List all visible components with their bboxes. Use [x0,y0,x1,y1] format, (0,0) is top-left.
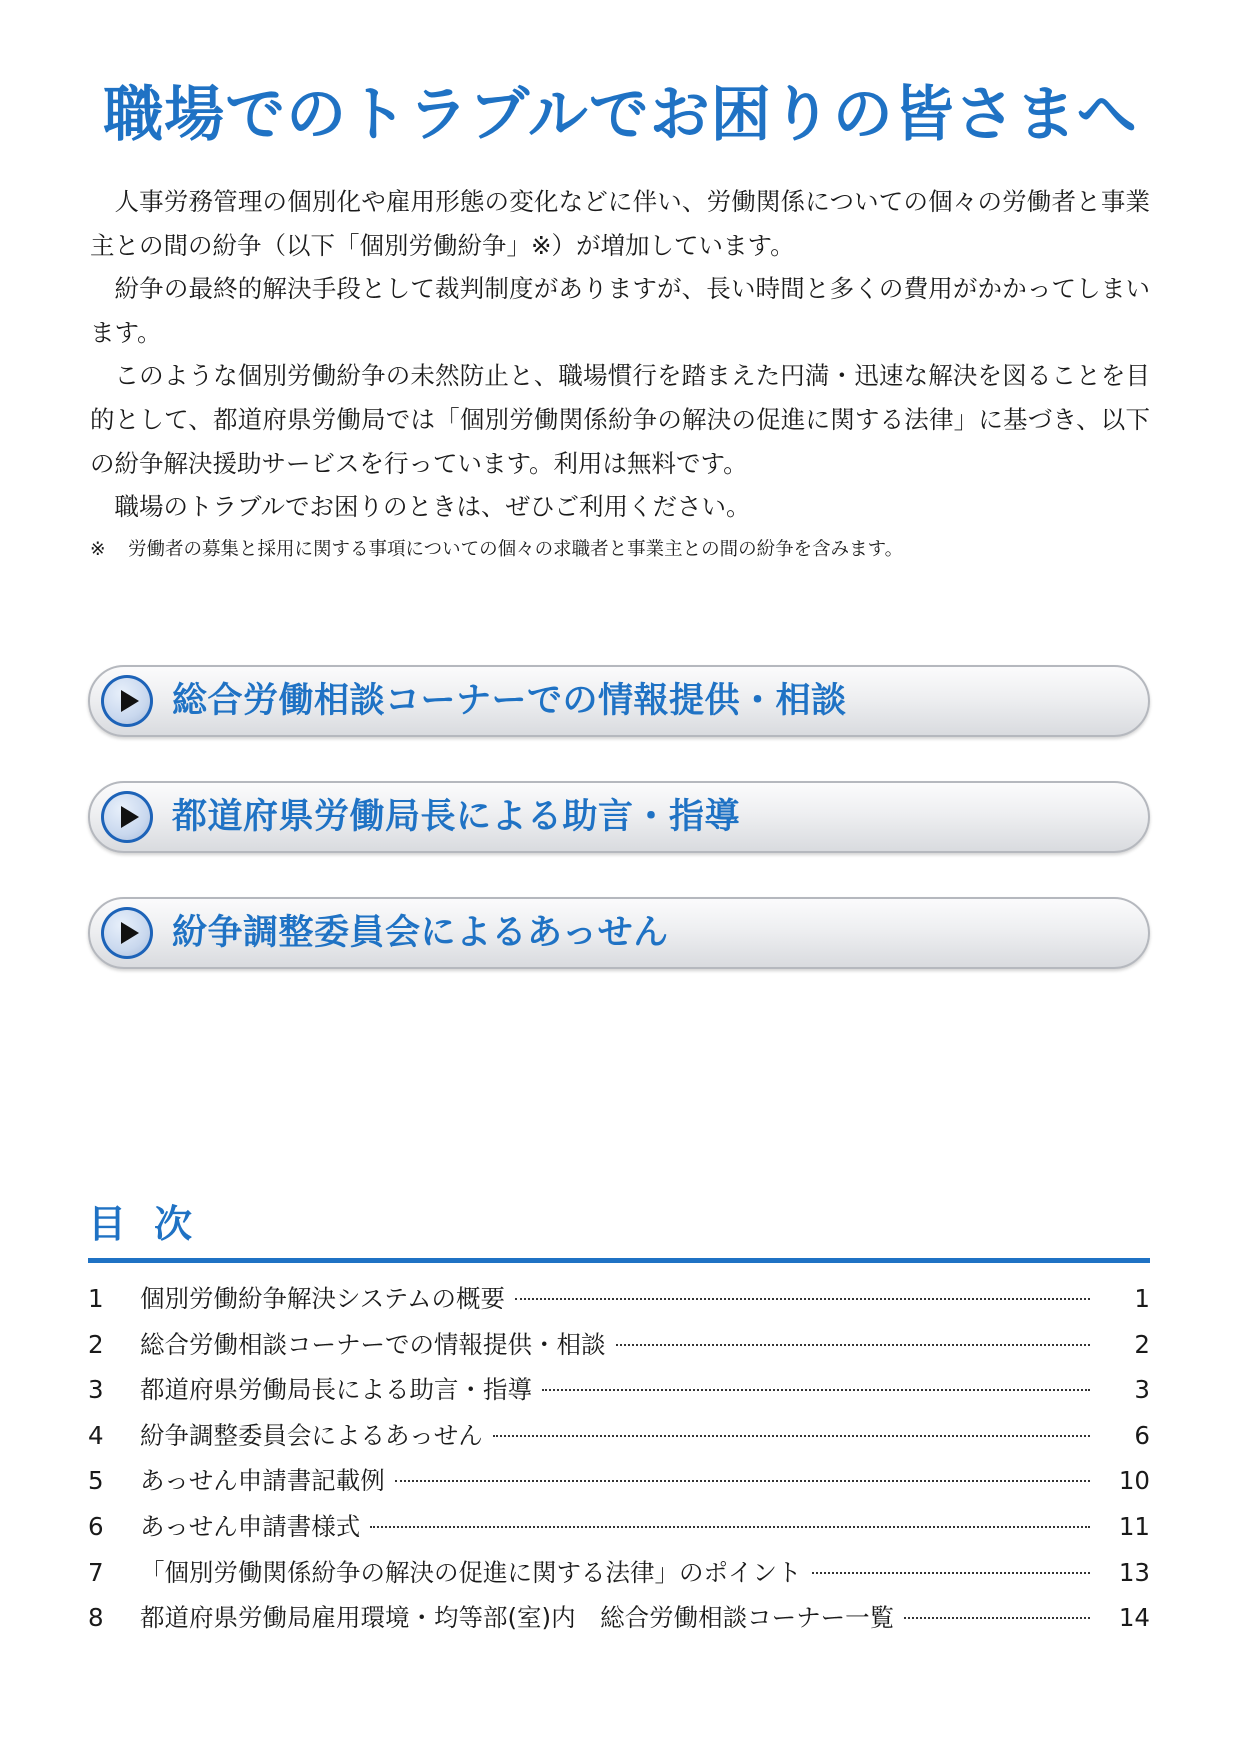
toc-item-page: 6 [1134,1420,1150,1450]
intro-paragraph-3: このような個別労働紛争の未然防止と、職場慣行を踏まえた円満・迅速な解決を図ることを目的として、都道府県労働局では「個別労働関係紛争の解決の促進に関する法律」に基づき、以下の紛争解決援助サービスを行っています。利用は無料です。 [90,361,1150,478]
service-label: 紛争調整委員会によるあっせん [172,913,669,953]
service-banner-consultation[interactable] [88,665,1150,737]
toc-item[interactable] [88,1413,1150,1459]
toc-leader-dots [616,1344,1091,1346]
toc-heading: 目次 [88,1202,221,1246]
intro-paragraph-2: 紛争の最終的解決手段として裁判制度がありますが、長い時間と多くの費用がかかってしまいます。 [90,274,1150,347]
toc-item-number: 7 [88,1557,104,1587]
toc-item[interactable] [88,1276,1150,1322]
toc-leader-dots [812,1572,1091,1574]
intro-text [90,180,1150,529]
toc-item-page: 13 [1118,1557,1150,1587]
toc-item-number: 6 [88,1511,104,1541]
intro-paragraph-4: 職場のトラブルでお困りのときは、ぜひご利用ください。 [114,492,751,522]
page-title: 職場でのトラブルでお困りの皆さまへ [103,80,1138,150]
toc-item-page: 3 [1134,1375,1150,1405]
toc-item-title: あっせん申請書様式 [140,1511,361,1541]
toc-item-page: 14 [1118,1603,1150,1633]
service-label: 総合労働相談コーナーでの情報提供・相談 [172,681,847,721]
footnote [90,535,1150,565]
toc-leader-dots [904,1617,1090,1619]
toc-item-page: 1 [1134,1284,1150,1313]
intro-paragraph-1: 人事労務管理の個別化や雇用形態の変化などに伴い、労働関係についての個々の労働者と事業主との間の紛争（以下「個別労働紛争」※）が増加しています。 [90,187,1150,260]
toc-item-page: 11 [1118,1511,1150,1541]
toc-item-number: 8 [88,1603,104,1633]
toc-item-page: 10 [1118,1466,1150,1496]
toc-item-title: 紛争調整委員会によるあっせん [140,1420,483,1450]
play-icon [101,675,153,727]
play-icon [101,791,153,843]
toc-item-number: 3 [88,1375,104,1405]
toc-item[interactable] [88,1595,1150,1641]
table-of-contents [88,1276,1150,1641]
toc-item-number: 1 [88,1284,104,1313]
toc-leader-dots [370,1526,1090,1528]
service-label: 都道府県労働局長による助言・指導 [172,797,741,837]
toc-item-title: 都道府県労働局長による助言・指導 [140,1375,532,1405]
toc-item-number: 2 [88,1329,104,1359]
toc-item-number: 4 [88,1420,104,1450]
toc-item-number: 5 [88,1466,104,1496]
play-icon [101,907,153,959]
toc-item-title: 「個別労働関係紛争の解決の促進に関する法律」のポイント [140,1557,802,1587]
toc-leader-dots [542,1389,1090,1391]
toc-divider [88,1258,1150,1263]
toc-item[interactable] [88,1458,1150,1504]
service-banner-mediation[interactable] [88,897,1150,969]
footnote-text: 労働者の募集と採用に関する事項についての個々の求職者と事業主との間の紛争を含みます。 [128,539,904,560]
toc-leader-dots [493,1435,1090,1437]
toc-item-title: 都道府県労働局雇用環境・均等部(室)内 総合労働相談コーナー一覧 [140,1603,895,1633]
toc-item-title: 個別労働紛争解決システムの概要 [140,1284,506,1313]
toc-item-title: あっせん申請書記載例 [140,1466,385,1496]
toc-item[interactable] [88,1367,1150,1413]
toc-item[interactable] [88,1504,1150,1550]
footnote-mark: ※ [90,539,106,560]
toc-leader-dots [515,1298,1090,1300]
service-banner-advice[interactable] [88,781,1150,853]
toc-leader-dots [395,1480,1090,1482]
toc-item-title: 総合労働相談コーナーでの情報提供・相談 [140,1329,606,1359]
toc-item-page: 2 [1134,1329,1150,1359]
toc-item[interactable] [88,1550,1150,1596]
toc-item[interactable] [88,1322,1150,1368]
